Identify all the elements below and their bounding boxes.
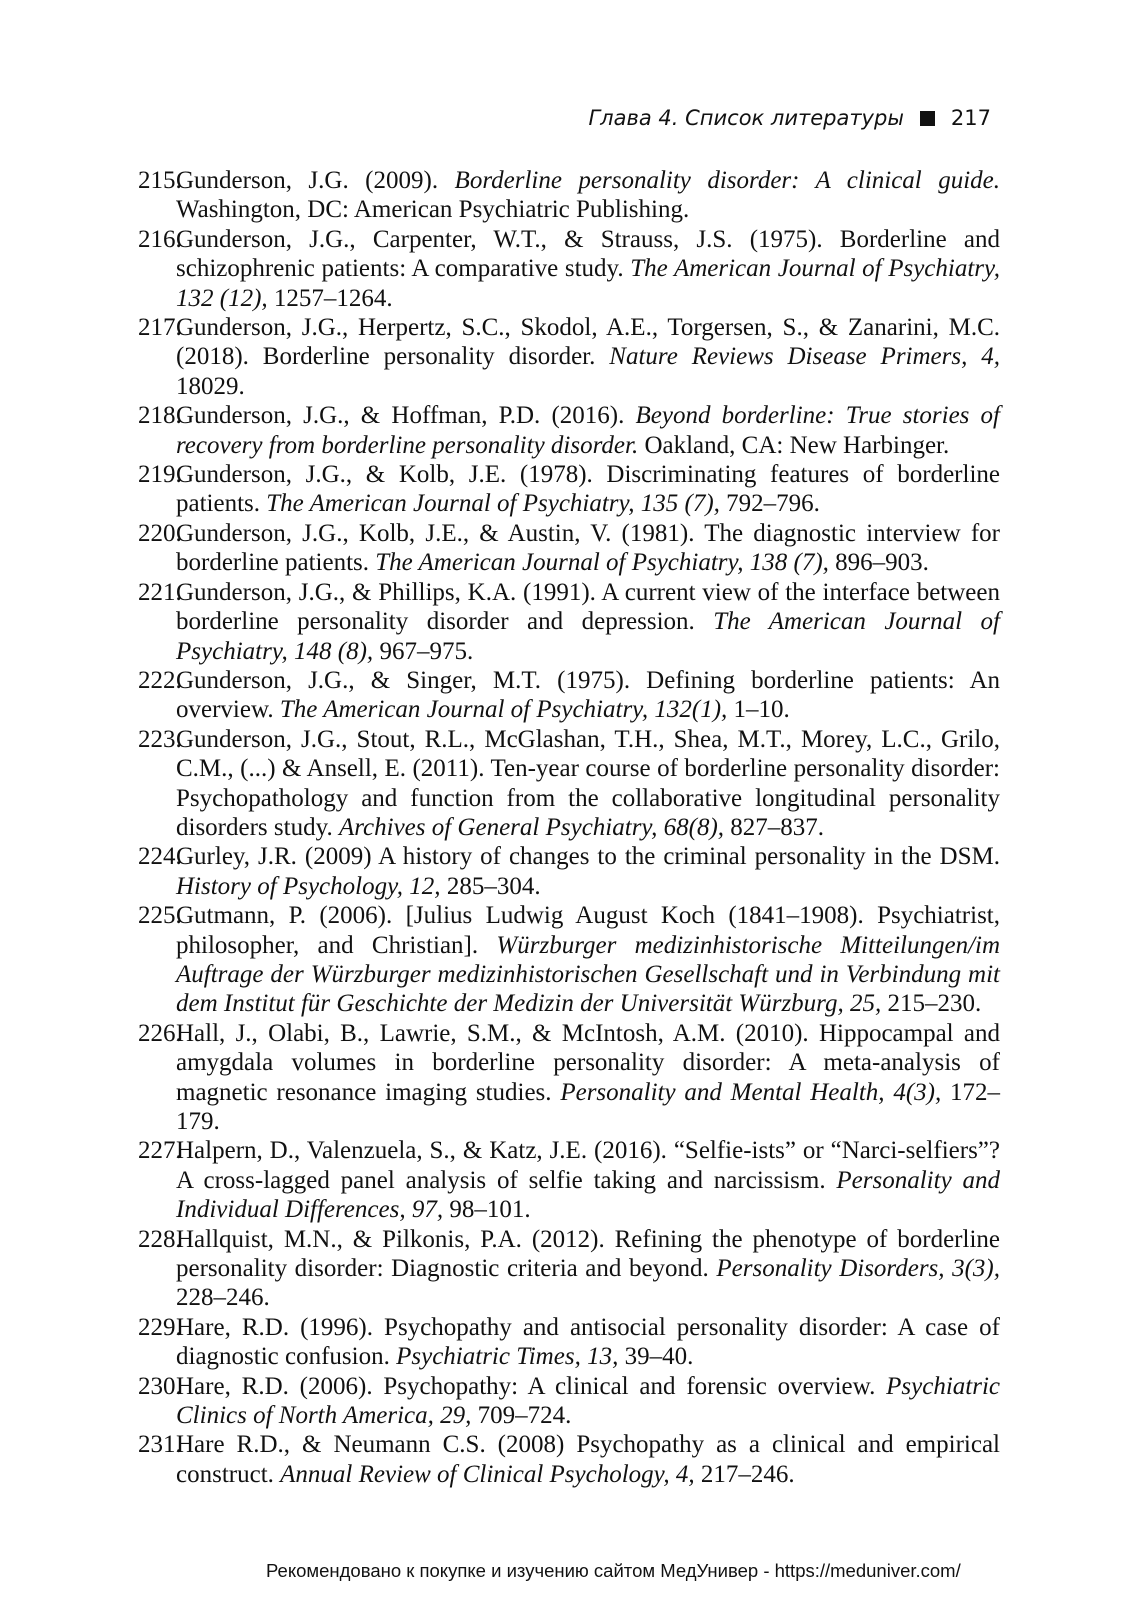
reference-text-part: 1–10. (727, 696, 790, 724)
footer-watermark-text: Рекомендовано к покупке и изучению сайтом МедУнивер - https://meduniver.com/ (266, 1560, 961, 1581)
reference-text-part: 792–796. (719, 490, 820, 518)
reference-source-italic: Nature Reviews Disease Primers, 4, (609, 343, 1000, 371)
reference-text-part: Hallquist, M.N., & Pilkonis, P.A. (2012). Refining the phenotype of borderline personality disorder: Diagnostic criteria and beyond. (176, 1225, 1000, 1283)
reference-text-part: 1257–1264. (267, 284, 393, 312)
reference-source-italic: Annual Review of Clinical Psychology, 4, (280, 1460, 695, 1488)
reference-number: 226. (138, 1019, 182, 1047)
reference-text (176, 1372, 1000, 1431)
reference-list (138, 166, 1000, 1489)
reference-number: 223. (138, 725, 182, 753)
reference-text-part: Gutmann, P. (2006). [Julius Ludwig August Koch (1841–1908). Psychiatrist, philosopher, and Christian]. (176, 902, 1000, 959)
reference-text-part: 285–304. (440, 872, 541, 900)
reference-source-italic: Beyond borderline: True stories of recovery from borderline personality disorder. (176, 402, 1000, 459)
reference-source-italic: The American Journal of Psychiatry, 132 (12), (176, 255, 1000, 312)
square-bullet-icon (920, 111, 935, 126)
reference-source-italic: The American Journal of Psychiatry, 148 (8), (176, 608, 1000, 665)
reference-text-part: Gunderson, J.G. (2009). (176, 167, 455, 194)
reference-entry (138, 1225, 1000, 1313)
reference-source-italic: Personality Disorders, 3(3), (716, 1255, 1000, 1283)
reference-text-part: Hare R.D., & Neumann C.S. (2008) Psychopathy as a clinical and empirical construct. (176, 1431, 1000, 1488)
reference-text-part: Hare, R.D. (1996). Psychopathy and antisocial personality disorder: A case of diagnostic confusion. (176, 1313, 1000, 1371)
reference-source-italic: History of Psychology, 12, (176, 872, 441, 900)
reference-entry (138, 842, 1000, 901)
reference-text-part: Oakland, CA: New Harbinger. (638, 431, 950, 459)
reference-text-part: Gunderson, J.G., & Kolb, J.E. (1978). Discriminating features of borderline patients. (176, 461, 1000, 518)
reference-entry (138, 1430, 1000, 1489)
reference-number: 219. (138, 461, 182, 489)
reference-text (176, 1313, 1000, 1372)
chapter-title: Глава 4. Список литературы (588, 106, 904, 130)
reference-text (176, 578, 1000, 666)
reference-text (176, 225, 1000, 313)
reference-text-part: Gunderson, J.G., & Hoffman, P.D. (2016). (176, 402, 636, 430)
reference-entry (138, 225, 1000, 313)
reference-source-italic: Würzburger medizinhistorische Mitteilungen/im Auftrage der Würzburger medizinhistorischen Gesellschaft und in Verbindung mit dem Institut für Geschichte der Medizin der Universität Würzburg, 25, (176, 931, 1001, 1018)
reference-source-italic: The American Journal of Psychiatry, 135 (7), (266, 490, 720, 518)
reference-text (176, 1019, 1000, 1137)
reference-entry (138, 901, 1000, 1019)
reference-text-part: 98–101. (443, 1196, 531, 1224)
reference-text-part: Gunderson, J.G., & Singer, M.T. (1975). Defining borderline patients: An overview. (176, 666, 1000, 724)
reference-number: 227. (138, 1137, 182, 1165)
reference-text-part: Hare, R.D. (2006). Psychopathy: A clinical and forensic overview. (176, 1372, 887, 1400)
reference-number: 218. (138, 402, 182, 430)
page-number: 217 (950, 106, 991, 130)
reference-text (176, 666, 1000, 725)
reference-text-part: Gunderson, J.G., Herpertz, S.C., Skodol, A.E., Torgersen, S., & Zanarini, M.C. (2018). Borderline personality disorder. (176, 314, 1000, 371)
reference-text-part: Gurley, J.R. (2009) A history of changes to the criminal personality in the DSM. (176, 843, 1000, 871)
reference-number: 216. (138, 225, 182, 253)
reference-number: 222. (138, 666, 182, 694)
reference-text-part: 827–837. (724, 813, 825, 841)
reference-text-part: 172–179. (176, 1078, 1000, 1135)
reference-entry (138, 1136, 1000, 1224)
reference-number: 231. (138, 1431, 182, 1459)
reference-source-italic: Personality and Mental Health, 4(3), (560, 1078, 942, 1106)
reference-text-part: Gunderson, J.G., Carpenter, W.T., & Strauss, J.S. (1975). Borderline and schizophrenic patients: A comparative study. (176, 225, 1000, 283)
reference-entry (138, 1313, 1000, 1372)
reference-entry (138, 460, 1000, 519)
reference-number: 217. (138, 314, 182, 342)
reference-text (176, 901, 1000, 1019)
reference-source-italic: The American Journal of Psychiatry, 138 (7), (375, 549, 829, 577)
reference-text-part: Gunderson, J.G., Stout, R.L., McGlashan, T.H., Shea, M.T., Morey, L.C., Grilo, C.M., (...) & Ansell, E. (2011). Ten-year course of borderline personality disorder: Psychopathology and function from the collaborative longitudinal personality disorders study. (176, 725, 1000, 841)
reference-number: 230. (138, 1372, 182, 1400)
reference-source-italic: The American Journal of Psychiatry, 132(1), (279, 696, 728, 724)
reference-text (176, 166, 1000, 225)
reference-source-italic: Borderline personality disorder: A clinical guide. (454, 167, 1001, 194)
reference-text-part: 896–903. (828, 549, 929, 577)
reference-text-part: 217–246. (694, 1460, 795, 1488)
reference-text-part: 39–40. (618, 1343, 694, 1371)
reference-text (176, 725, 1000, 843)
reference-source-italic: Personality and Individual Differences, 97, (176, 1166, 1000, 1224)
reference-entry (138, 725, 1000, 843)
reference-text (176, 401, 1000, 460)
running-header (588, 106, 991, 130)
reference-entry (138, 666, 1000, 725)
reference-entry (138, 519, 1000, 578)
reference-text (176, 1430, 1000, 1489)
reference-entry (138, 578, 1000, 666)
reference-text (176, 842, 1000, 901)
reference-number: 221. (138, 578, 182, 606)
reference-text-part: Washington, DC: American Psychiatric Publishing. (176, 196, 690, 224)
reference-text-part: Halpern, D., Valenzuela, S., & Katz, J.E. (2016). “Selfie-ists” or “Narci-selfiers”? A cross-lagged panel analysis of selfie taking and narcissism. (176, 1137, 1000, 1194)
reference-text-part: Gunderson, J.G., & Phillips, K.A. (1991). A current view of the interface between borderline personality disorder and depression. (176, 578, 1000, 636)
reference-text-part: 709–724. (471, 1402, 572, 1430)
reference-entry (138, 1019, 1000, 1137)
reference-number: 224. (138, 843, 182, 871)
reference-text-part: 18029. (176, 372, 245, 400)
reference-number: 228. (138, 1225, 182, 1253)
reference-text (176, 313, 1000, 401)
reference-entry (138, 1372, 1000, 1431)
reference-entry (138, 313, 1000, 401)
reference-entry (138, 166, 1000, 225)
reference-source-italic: Psychiatric Times, 13, (396, 1343, 619, 1371)
reference-text-part: 215–230. (881, 990, 982, 1018)
reference-source-italic: Archives of General Psychiatry, 68(8), (338, 813, 725, 841)
reference-entry (138, 401, 1000, 460)
reference-number: 225. (138, 902, 182, 930)
reference-number: 215. (138, 167, 182, 194)
reference-number: 229. (138, 1313, 182, 1341)
reference-text (176, 1225, 1000, 1313)
reference-text-part: Gunderson, J.G., Kolb, J.E., & Austin, V. (1981). The diagnostic interview for borderline patients. (176, 519, 1000, 577)
reference-text (176, 460, 1000, 519)
reference-text-part: Hall, J., Olabi, B., Lawrie, S.M., & McIntosh, A.M. (2010). Hippocampal and amygdala volumes in borderline personality disorder: A meta-analysis of magnetic resonance imaging studies. (176, 1019, 1000, 1106)
reference-text-part: 228–246. (176, 1284, 270, 1312)
reference-source-italic: Psychiatric Clinics of North America, 29, (176, 1372, 1000, 1430)
reference-number: 220. (138, 519, 182, 547)
reference-text (176, 519, 1000, 578)
reference-text (176, 1136, 1000, 1224)
reference-text-part: 967–975. (373, 637, 474, 665)
